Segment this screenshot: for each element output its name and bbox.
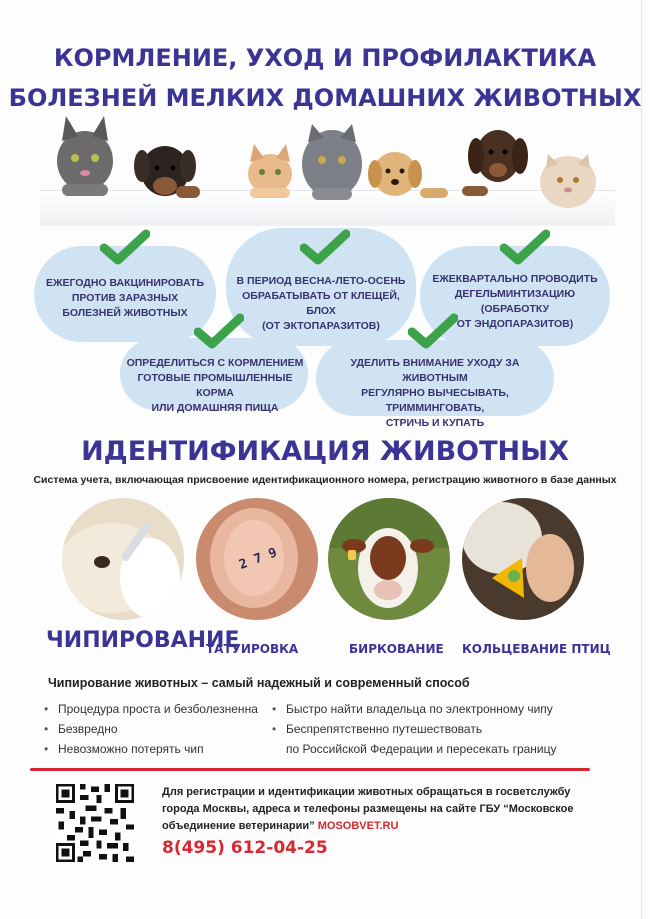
list-item-continuation: по Российской Федерации и пересекать границу [286,742,557,756]
contact-info [162,784,602,835]
care-deworm-text: ЕЖЕКВАРТАЛЬНО ПРОВОДИТЬ ДЕГЕЛЬМИНТИЗАЦИЮ (ОБРАБОТКУ ОТ ЭНДОПАРАЗИТОВ) [432,273,598,330]
method-tagging: БИРКОВАНИЕ [349,642,444,656]
pets-illustration [50,116,610,216]
photo-tattoo [196,498,318,620]
identification-title: ИДЕНТИФИКАЦИЯ ЖИВОТНЫХ [81,436,569,467]
phone-number[interactable]: 8(495) 612-04-25 [162,838,328,858]
method-ringing: КОЛЬЦЕВАНИЕ ПТИЦ [462,642,611,656]
list-item: • Процедура проста и безболезненна [44,699,258,719]
care-vaccinate-text: ЕЖЕГОДНО ВАКЦИНИРОВАТЬ ПРОТИВ ЗАРАЗНЫХ БОЛЕЗНЕЙ ЖИВОТНЫХ [46,277,204,319]
care-feeding-text: ОПРЕДЕЛИТЬСЯ С КОРМЛЕНИЕМ ГОТОВЫЕ ПРОМЫШЛЕННЫЕ КОРМА ИЛИ ДОМАШНЯЯ ПИЩА [126,357,304,414]
list-item: • Безвредно [44,719,258,739]
identification-subtitle: Система учета, включающая присвоение идентификационного номера, регистрацию животного в базе данных [33,474,617,486]
contact-line-2: города Москвы, адреса и телефоны размещены на сайте ГБУ “Московское [162,803,574,815]
care-ticks-text: В ПЕРИОД ВЕСНА-ЛЕТО-ОСЕНЬ ОБРАБАТЫВАТЬ ОТ КЛЕЩЕЙ, БЛОХ (ОТ ЭКТОПАРАЗИТОВ) [236,275,406,332]
title-line-1: КОРМЛЕНИЕ, УХОД И ПРОФИЛАКТИКА [53,44,597,72]
site-link[interactable]: MOSOBVET.RU [317,820,399,832]
list-item: • Невозможно потерять чип [44,739,258,759]
method-tattoo: ТАТУИРОВКА [206,642,299,656]
check-icon [100,228,150,268]
tattoo-mark: 2 7 9 [237,545,280,573]
list-item: • Быстро найти владельца по электронному чипу [272,699,557,719]
list-item: • Беспрепятственно путешествовать [272,719,557,739]
cat-gray-icon [57,116,113,196]
check-icon [300,228,350,268]
chipping-benefits-right [272,699,557,759]
cat-persian-icon [540,154,596,208]
check-icon [500,228,550,268]
photo-tagging [328,498,450,620]
title-line-2: БОЛЕЗНЕЙ МЕЛКИХ ДОМАШНИХ ЖИВОТНЫХ [8,84,642,112]
method-chipping: ЧИПИРОВАНИЕ [46,628,240,653]
chipping-benefits-left [44,699,258,759]
photo-chipping [62,498,184,620]
care-grooming-text: УДЕЛИТЬ ВНИМАНИЕ УХОДУ ЗА ЖИВОТНЫМ РЕГУЛЯРНО ВЫЧЕСЫВАТЬ, ТРИММИНГОВАТЬ, СТРИЧЬ И КУПАТЬ [350,357,520,429]
photo-ringing [462,498,584,620]
contact-line-1: Для регистрации и идентификации животных обращаться в госветслужбу [162,786,571,798]
dog-dachshund-icon [462,130,528,196]
dog-golden-puppy-icon [368,152,448,198]
cat-fluffy-icon [302,124,362,200]
cat-ginger-icon [248,144,292,198]
chipping-headline: Чипирование животных – самый надежный и современный способ [48,676,470,690]
contact-line-3: объединение ветеринарии” MOSOBVET.RU [162,820,399,832]
divider [30,768,590,771]
dog-doberman-icon [134,146,200,198]
qr-code-icon [56,784,134,862]
